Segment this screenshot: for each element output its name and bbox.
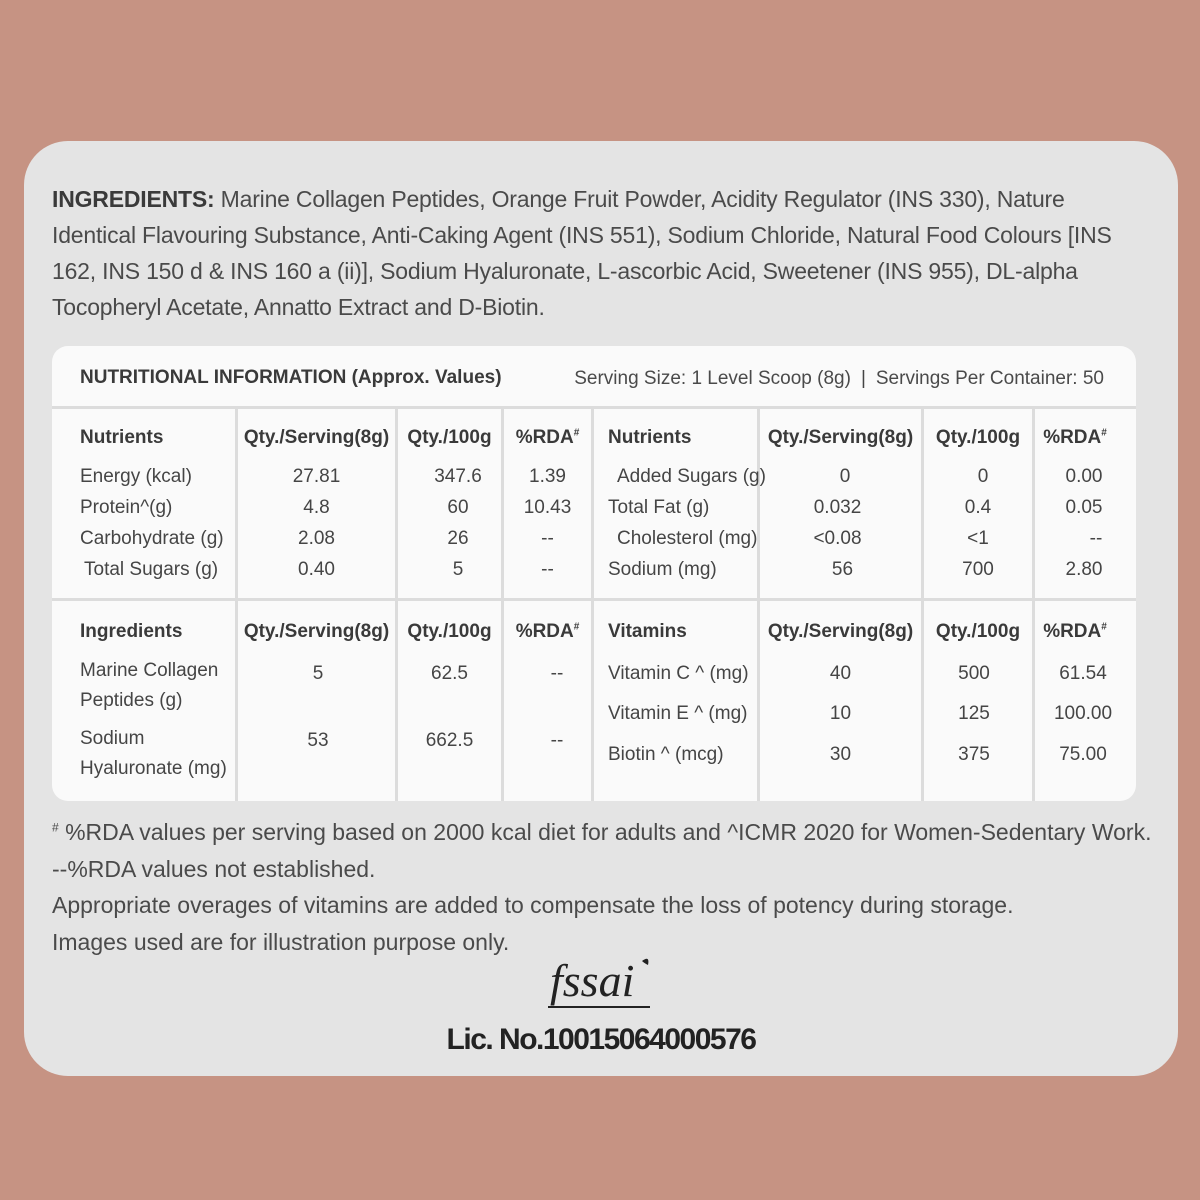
column-header: Qty./100g <box>935 427 1021 448</box>
column-header: %RDA# <box>1043 427 1107 448</box>
nutrient-serving: 0 <box>839 466 851 487</box>
fssai-logo-text: fssai <box>550 955 635 1006</box>
label-card <box>24 141 1178 1076</box>
column-header: Qty./Serving(8g) <box>767 621 914 642</box>
nutrient-serving: 0.40 <box>298 559 335 580</box>
nutrient-rda: 0.00 <box>1065 466 1103 487</box>
serving-size: Serving Size: 1 Level Scoop (8g) <box>574 368 851 389</box>
nutrient-name: Energy (kcal) <box>80 466 192 487</box>
nutrient-serving: 2.08 <box>298 528 335 549</box>
nutrition-panel <box>52 346 1136 801</box>
ingredients-text: Marine Collagen Peptides, Orange Fruit Powder, Acidity Regulator (INS 330), Nature Identical Flavouring Substance, Anti-Caking Agent (INS 551), Sodium Chloride, Natural Food Colours [INS 162, INS 150 d & INS 160 a (ii)], Sodium Hyaluronate, L-ascorbic Acid, Sweetener (INS 955), DL-alpha Tocopheryl Acetate, Annatto Extract and D-Biotin. <box>52 186 1112 320</box>
ingredients-label: INGREDIENTS: <box>52 186 215 212</box>
nutrient-rda: -- <box>541 559 554 580</box>
vitamin-name: Vitamin C ^ (mg) <box>608 663 749 684</box>
table-divider-middle <box>52 598 1136 601</box>
nutrient-per100: 347.6 <box>434 466 482 487</box>
nutrient-per100: 60 <box>447 497 469 518</box>
column-header: Vitamins <box>608 621 687 642</box>
nutrient-rda: 10.43 <box>523 497 572 518</box>
nutrient-rda: -- <box>1089 528 1103 549</box>
column-header: Qty./Serving(8g) <box>243 621 390 642</box>
ingredient-per100: 662.5 <box>425 730 474 751</box>
nutrient-name: Added Sugars (g) <box>617 466 766 487</box>
column-header: Qty./100g <box>935 621 1021 642</box>
footnote-illustration: Images used are for illustration purpose only. <box>52 928 510 955</box>
nutrient-rda: 2.80 <box>1065 559 1103 580</box>
ingredient-name: Marine Collagen Peptides (g) <box>80 660 219 711</box>
ingredient-serving: 5 <box>312 663 324 684</box>
servings-per-container: Servings Per Container: 50 <box>875 368 1104 389</box>
column-header: %RDA# <box>515 427 580 448</box>
nutrition-header <box>52 346 1136 408</box>
column-header: Qty./Serving(8g) <box>767 427 914 448</box>
vitamin-rda: 61.54 <box>1059 663 1107 684</box>
fssai-logo <box>546 953 656 1013</box>
ingredient-name: Sodium Hyaluronate (mg) <box>80 728 227 779</box>
nutrient-per100: 26 <box>447 528 469 549</box>
column-header: Nutrients <box>80 427 164 448</box>
vitamin-serving: 40 <box>829 663 852 684</box>
column-header: Qty./Serving(8g) <box>243 427 390 448</box>
column-header: %RDA# <box>1043 621 1107 642</box>
footnote-rda: # %RDA values per serving based on 2000 kcal diet for adults and ^ICMR 2020 for Women-Sedentary Work. <box>52 819 1152 845</box>
footnote-overages: Appropriate overages of vitamins are added to compensate the loss of potency during storage. <box>52 892 1014 918</box>
column-header: Qty./100g <box>407 621 492 642</box>
footnotes <box>52 814 1152 960</box>
ingredient-per100: 62.5 <box>431 663 468 684</box>
nutrient-name: Sodium (mg) <box>608 559 717 580</box>
nutrient-serving: <0.08 <box>813 528 862 549</box>
serving-separator: | <box>860 368 866 389</box>
nutrient-serving: 56 <box>831 559 854 580</box>
column-header: Ingredients <box>80 621 183 642</box>
vitamin-rda: 100.00 <box>1053 703 1113 724</box>
ingredient-rda: -- <box>550 663 564 684</box>
ingredients-statement <box>52 181 1142 325</box>
fssai-leaf-icon <box>642 959 648 965</box>
vitamin-name: Biotin ^ (mcg) <box>608 744 724 765</box>
nutrient-per100: 5 <box>452 559 464 580</box>
vitamin-serving: 30 <box>829 744 852 765</box>
nutrient-per100: 700 <box>962 559 994 580</box>
vitamin-per100: 500 <box>958 663 990 684</box>
vitamin-per100: 125 <box>958 703 990 724</box>
vitamin-rda: 75.00 <box>1059 744 1107 765</box>
vitamin-serving: 10 <box>829 703 852 724</box>
nutrient-serving: 4.8 <box>303 497 330 518</box>
vitamin-per100: 375 <box>958 744 990 765</box>
nutrient-rda: -- <box>541 528 554 549</box>
nutrient-name: Protein^(g) <box>80 497 173 518</box>
nutrient-name: Cholesterol (mg) <box>617 528 758 549</box>
ingredient-rda: -- <box>550 730 564 751</box>
nutrient-per100: <1 <box>967 528 989 549</box>
nutrient-rda: 1.39 <box>529 466 566 487</box>
nutrient-per100: 0.4 <box>964 497 992 518</box>
vitamin-name: Vitamin E ^ (mg) <box>608 703 748 724</box>
license-number: Lic. No.10015064000576 <box>446 1023 756 1056</box>
column-header: Nutrients <box>608 427 692 448</box>
nutrient-serving: 0.032 <box>813 497 862 518</box>
table-divider-top <box>52 406 1136 409</box>
nutrient-name: Total Fat (g) <box>608 497 710 518</box>
nutrition-title: NUTRITIONAL INFORMATION (Approx. Values) <box>80 367 502 388</box>
footnote-not-established: --%RDA values not established. <box>52 855 376 882</box>
ingredient-serving: 53 <box>307 730 329 751</box>
nutrient-name: Total Sugars (g) <box>84 559 219 580</box>
serving-info <box>574 368 1104 390</box>
column-header: Qty./100g <box>407 427 492 448</box>
nutrient-rda: 0.05 <box>1065 497 1103 518</box>
nutrient-name: Carbohydrate (g) <box>80 528 224 549</box>
nutrient-per100: 0 <box>977 466 989 487</box>
column-header: %RDA# <box>515 621 580 642</box>
nutrient-serving: 27.81 <box>292 466 341 487</box>
